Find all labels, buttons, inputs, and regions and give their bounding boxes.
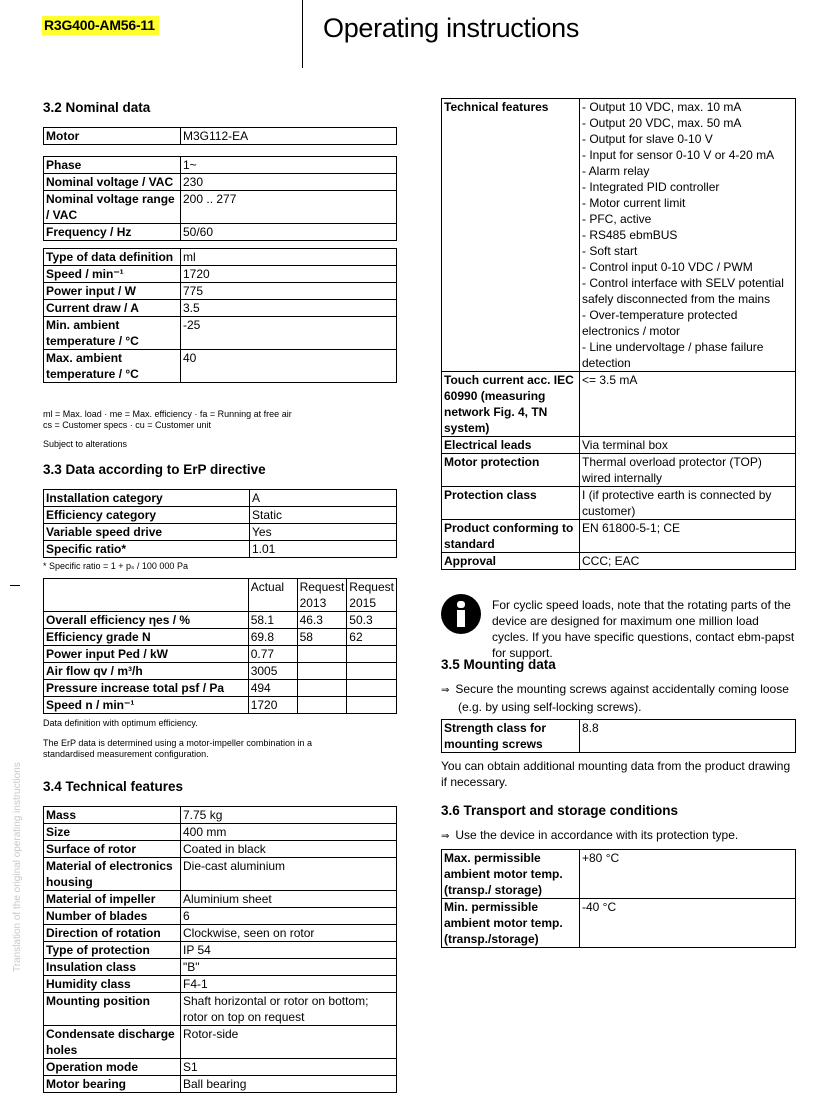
row-label: Variable speed drive [44,524,250,541]
row-label: Current draw / A [44,300,181,317]
row-label: Power input / W [44,283,181,300]
row-value: 1720 [181,266,397,283]
row-value: 8.8 [580,720,796,753]
row-value: 50/60 [181,224,397,241]
table-row [44,507,397,524]
list-item: - Alarm relay [582,164,650,178]
list-item: - Over-temperature protected electronics / motor [582,308,738,338]
row-value [347,697,397,714]
table-row [44,1076,397,1093]
table-row [44,524,397,541]
mounting-bullet-text: Secure the mounting screws against accidentally coming loose (e.g. by using self-locking screws). [455,682,789,714]
table-row [442,454,796,487]
row-label: Frequency / Hz [44,224,181,241]
table-row [44,541,397,558]
list-item: - Integrated PID controller [582,180,720,194]
row-label: Number of blades [44,908,181,925]
table-row [442,437,796,454]
row-value: Ball bearing [181,1076,397,1093]
row-value: 200 .. 277 [181,191,397,224]
row-label: Min. ambient temperature / °C [44,317,181,350]
section-heading-nominal: 3.2 Nominal data [43,100,151,115]
table-row [44,249,397,266]
row-value: Static [250,507,397,524]
info-icon [441,594,481,634]
row-value: 58.1 [248,612,297,629]
row-value: 0.77 [248,646,297,663]
list-item: - PFC, active [582,212,652,226]
row-value: 3005 [248,663,297,680]
row-value: Via terminal box [580,437,796,454]
row-value: 3.5 [181,300,397,317]
row-label: Pressure increase total psf / Pa [44,680,249,697]
row-value: 1~ [181,157,397,174]
row-value: 62 [347,629,397,646]
mounting-bullet [441,681,813,715]
row-value [347,680,397,697]
row-value: 6 [181,908,397,925]
row-value: "B" [181,959,397,976]
row-label: Overall efficiency ηes / % [44,612,249,629]
table-row [44,959,397,976]
row-label: Material of electronics housing [44,858,181,891]
row-value: 230 [181,174,397,191]
row-label: Speed / min⁻¹ [44,266,181,283]
row-value: 494 [248,680,297,697]
table-row [44,157,397,174]
row-value: 1720 [248,697,297,714]
section-heading-erp: 3.3 Data according to ErP directive [43,462,266,477]
row-label: Approval [442,553,580,570]
table-row [44,841,397,858]
row-label: Type of protection [44,942,181,959]
row-value: I (if protective earth is connected by customer) [580,487,796,520]
section-heading-mounting: 3.5 Mounting data [441,657,556,672]
table-row [44,663,397,680]
table-row [44,612,397,629]
row-label: Efficiency grade N [44,629,249,646]
row-label: Motor [44,128,181,145]
table-row [44,224,397,241]
nominal-data-table [43,248,397,383]
list-item: - Soft start [582,244,638,258]
row-value: 58 [297,629,347,646]
row-label: Min. permissible ambient motor temp. (transp./storage) [442,899,580,948]
section-heading-technical: 3.4 Technical features [43,779,184,794]
row-value: Thermal overload protector (TOP) wired internally [580,454,796,487]
row-label: Mounting position [44,993,181,1026]
row-value: Rotor-side [181,1026,397,1059]
table-row [44,191,397,224]
table-row [44,646,397,663]
row-value: IP 54 [181,942,397,959]
row-value: M3G112-EA [181,128,397,145]
row-label: Operation mode [44,1059,181,1076]
transport-table [441,849,796,948]
row-label: Condensate discharge holes [44,1026,181,1059]
row-value [297,680,347,697]
row-value: -40 °C [580,899,796,948]
table-row [44,891,397,908]
row-value: 50.3 [347,612,397,629]
row-value: F4-1 [181,976,397,993]
list-item: - Control input 0-10 VDC / PWM [582,260,753,274]
row-value: Yes [250,524,397,541]
row-label: Efficiency category [44,507,250,524]
row-label: Phase [44,157,181,174]
header-divider [302,0,303,68]
table-row [44,266,397,283]
table-row [442,720,796,753]
table-row [44,908,397,925]
row-value [347,663,397,680]
page-title: Operating instructions [323,13,580,43]
table-row [44,629,397,646]
specific-ratio-note: * Specific ratio = 1 + pₛ / 100 000 Pa [43,561,188,571]
info-note: For cyclic speed loads, note that the rotating parts of the device are designed for maximum one million load cycles. If you have specific questions, contact ebm-papst for support. [492,598,795,660]
row-label: Motor protection [442,454,580,487]
table-row [44,300,397,317]
row-label: Electrical leads [442,437,580,454]
row-value: +80 °C [580,850,796,899]
arrow-icon: ⇒ [441,685,450,696]
mounting-note: You can obtain additional mounting data from the product drawing if necessary. [441,759,791,789]
list-item: - Line undervoltage / phase failure detection [582,340,764,370]
row-label: Installation category [44,490,250,507]
row-value: Shaft horizontal or rotor on bottom; rotor on top on request [181,993,397,1026]
row-label: Humidity class [44,976,181,993]
row-value: 46.3 [297,612,347,629]
table-header-row [44,579,397,612]
row-value: 1.01 [250,541,397,558]
table-row [44,490,397,507]
table-row [44,858,397,891]
row-value: Die-cast aluminium [181,858,397,891]
table-row [442,899,796,948]
row-label: Power input Ped / kW [44,646,249,663]
list-item: - Control interface with SELV potential safely disconnected from the mains [582,276,784,306]
row-value [297,646,347,663]
row-label: Strength class for mounting screws [442,720,580,753]
row-label: Type of data definition [44,249,181,266]
row-label: Protection class [442,487,580,520]
row-value: Coated in black [181,841,397,858]
table-row [44,680,397,697]
table-row [442,487,796,520]
technical-features-list-table [441,98,796,570]
mounting-table [441,719,796,753]
row-label: Mass [44,807,181,824]
row-value: 69.8 [248,629,297,646]
row-value: 775 [181,283,397,300]
technical-features-table [43,806,397,1093]
row-value: Clockwise, seen on rotor [181,925,397,942]
list-item: - Output 10 VDC, max. 10 mA [582,100,742,114]
column-header: Actual [248,579,297,612]
column-header [44,579,249,612]
margin-tick [10,585,20,586]
row-label: Material of impeller [44,891,181,908]
table-row [44,824,397,841]
row-value: <= 3.5 mA [580,372,796,437]
row-label: Speed n / min⁻¹ [44,697,249,714]
row-label: Product conforming to standard [442,520,580,553]
row-label: Motor bearing [44,1076,181,1093]
section-heading-transport: 3.6 Transport and storage conditions [441,803,679,818]
side-note: Translation of the original operating instructions [12,762,23,972]
row-value: ml [181,249,397,266]
column-header: Request 2015 [347,579,397,612]
row-value: EN 61800-5-1; CE [580,520,796,553]
list-item: - Output 20 VDC, max. 50 mA [582,116,742,130]
column-header: Request 2013 [297,579,347,612]
row-value [297,663,347,680]
row-label: Technical features [442,99,580,372]
table-row [44,1026,397,1059]
row-label: Insulation class [44,959,181,976]
list-item: - RS485 ebmBUS [582,228,678,242]
table-row [442,553,796,570]
row-value: 7.75 kg [181,807,397,824]
nominal-motor-table [43,127,397,145]
table-row [44,697,397,714]
row-label: Max. ambient temperature / °C [44,350,181,383]
row-label: Air flow qv / m³/h [44,663,249,680]
erp-note-1: Data definition with optimum efficiency. [43,718,198,728]
table-row [442,850,796,899]
table-row [44,925,397,942]
list-item: - Motor current limit [582,196,686,210]
transport-bullet [441,827,796,845]
list-item: - Input for sensor 0-10 V or 4-20 mA [582,148,775,162]
row-label: Specific ratio* [44,541,250,558]
list-item: - Output for slave 0-10 V [582,132,713,146]
row-label: Max. permissible ambient motor temp. (transp./ storage) [442,850,580,899]
product-code: R3G400-AM56-11 [42,16,159,35]
row-value: Aluminium sheet [181,891,397,908]
table-row [44,283,397,300]
subject-note: Subject to alterations [43,439,128,449]
nominal-supply-table [43,156,397,241]
table-row [44,976,397,993]
row-label: Surface of rotor [44,841,181,858]
row-value: 400 mm [181,824,397,841]
table-row [44,942,397,959]
row-value: A [250,490,397,507]
table-row [442,372,796,437]
row-value: -25 [181,317,397,350]
table-row [442,99,796,372]
erp-note-2: The ErP data is determined using a motor-impeller combination in a standardised measurement configuration. [43,738,312,759]
row-label: Nominal voltage / VAC [44,174,181,191]
features-list [580,99,796,372]
row-label: Size [44,824,181,841]
table-row [44,993,397,1026]
row-label: Touch current acc. IEC 60990 (measuring network Fig. 4, TN system) [442,372,580,437]
erp-category-table [43,489,397,558]
erp-efficiency-table [43,578,397,714]
table-row [44,128,397,145]
footnote-1: ml = Max. load · me = Max. efficiency · fa = Running at free air [43,409,292,419]
row-value [297,697,347,714]
arrow-icon: ⇒ [441,831,450,842]
row-value: S1 [181,1059,397,1076]
table-row [44,317,397,350]
table-row [44,807,397,824]
table-row [442,520,796,553]
row-label: Nominal voltage range / VAC [44,191,181,224]
row-label: Direction of rotation [44,925,181,942]
row-value [347,646,397,663]
table-row [44,350,397,383]
table-row [44,1059,397,1076]
footnote-2: cs = Customer specs · cu = Customer unit [43,420,212,430]
row-value: CCC; EAC [580,553,796,570]
table-row [44,174,397,191]
transport-bullet-text: Use the device in accordance with its protection type. [455,828,739,842]
row-value: 40 [181,350,397,383]
